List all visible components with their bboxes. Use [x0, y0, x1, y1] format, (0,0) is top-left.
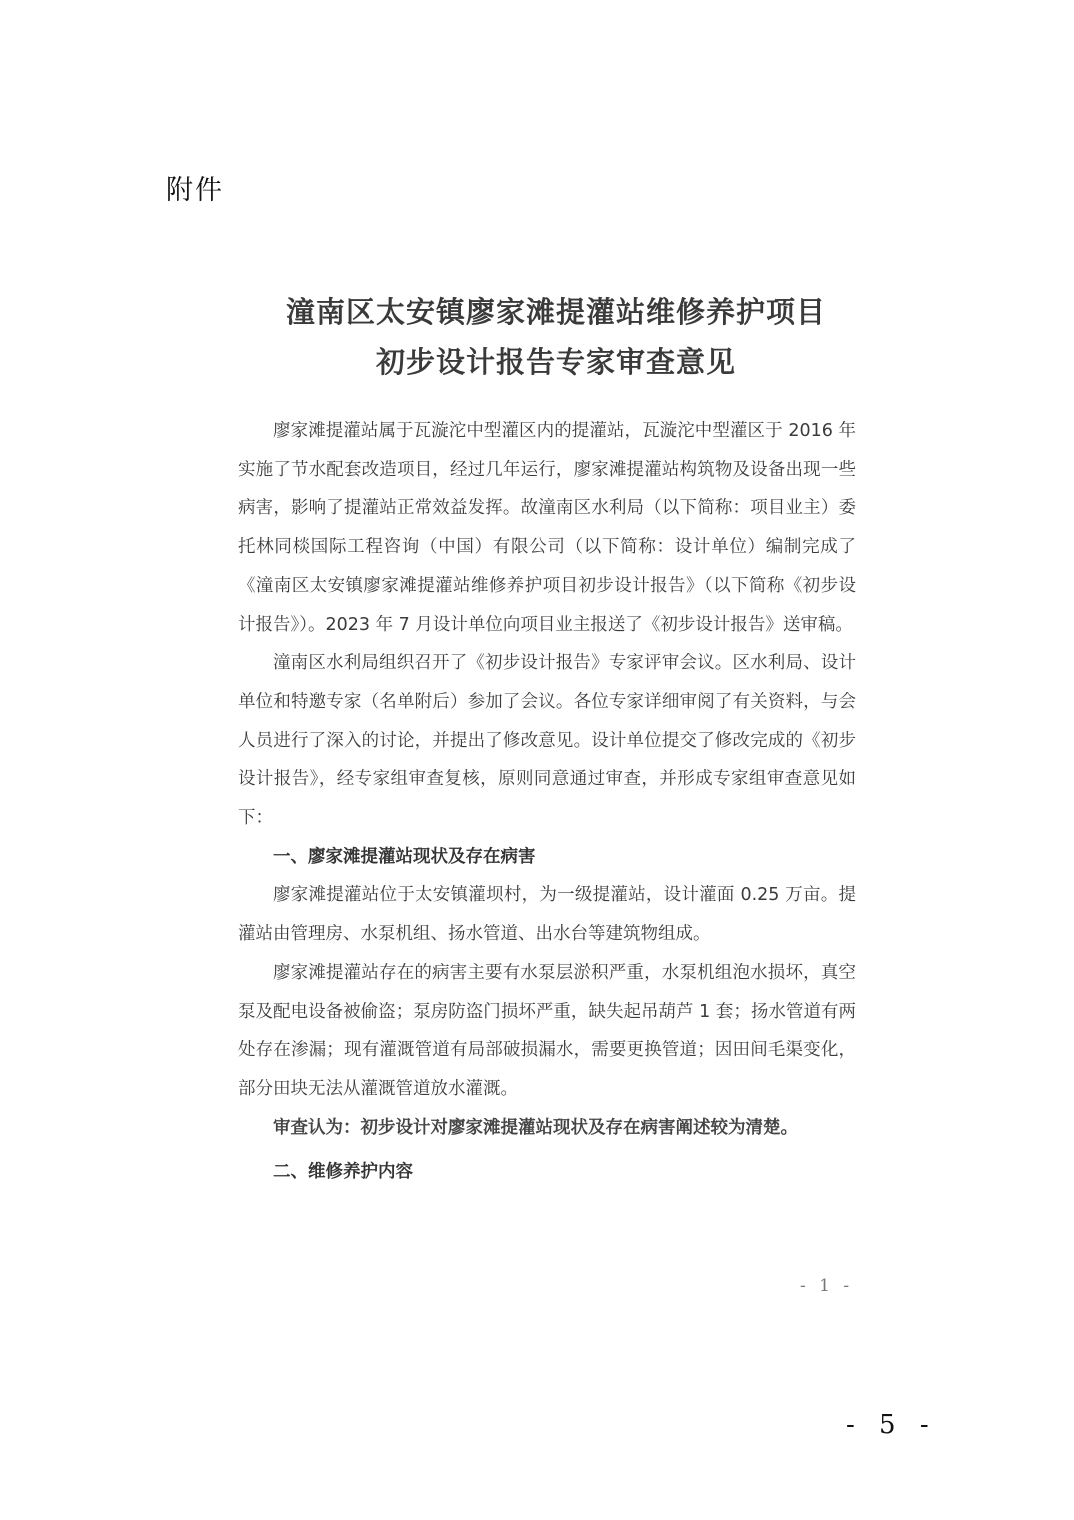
section-1-paragraph-2: 廖家滩提灌站存在的病害主要有水泵层淤积严重，水泵机组泡水损坏，真空泵及配电设备被偷盗；泵房防盗门损坏严重，缺失起吊葫芦 1 套；扬水管道有两处存在渗漏；现有灌溉管道有局部破损漏水，需要更换管道；因田间毛渠变化，部分田块无法从灌溉管道放水灌溉。 [238, 962, 856, 1099]
section-1-paragraph-1: 廖家滩提灌站位于太安镇灌坝村，为一级提灌站，设计灌面 0.25 万亩。提灌站由管理房、水泵机组、扬水管道、出水台等建筑物组成。 [238, 885, 856, 945]
document-body [238, 412, 856, 1192]
document-title-line-1: 潼南区太安镇廖家滩提灌站维修养护项目 [285, 295, 826, 329]
intro-paragraph-1: 廖家滩提灌站属于瓦漩沱中型灌区内的提灌站，瓦漩沱中型灌区于 2016 年实施了节水配套改造项目，经过几年运行，廖家滩提灌站构筑物及设备出现一些病害，影响了提灌站正常效益发挥。故潼南区水利局（以下简称：项目业主）委托林同棪国际工程咨询（中国）有限公司（以下简称：设计单位）编制完成了《潼南区太安镇廖家滩提灌站维修养护项目初步设计报告》（以下简称《初步设计报告》）。2023 年 7 月设计单位向项目业主报送了《初步设计报告》送审稿。 [238, 421, 856, 635]
inner-page-number: - 1 - [800, 1276, 854, 1296]
attachment-label: 附件 [166, 175, 224, 206]
intro-paragraph-2: 潼南区水利局组织召开了《初步设计报告》专家评审会议。区水利局、设计单位和特邀专家（名单附后）参加了会议。各位专家详细审阅了有关资料，与会人员进行了深入的讨论，并提出了修改意见。设计单位提交了修改完成的《初步设计报告》，经专家组审查复核，原则同意通过审查，并形成专家组审查意见如下： [238, 653, 856, 829]
section-2-heading: 二、维修养护内容 [273, 1162, 413, 1183]
document-title-line-2: 初步设计报告专家审查意见 [375, 345, 736, 379]
section-1-heading: 一、廖家滩提灌站现状及存在病害 [273, 846, 536, 867]
section-1-verdict: 审查认为：初步设计对廖家滩提灌站现状及存在病害阐述较为清楚。 [273, 1117, 798, 1138]
page-number: - 5 - [846, 1410, 937, 1440]
